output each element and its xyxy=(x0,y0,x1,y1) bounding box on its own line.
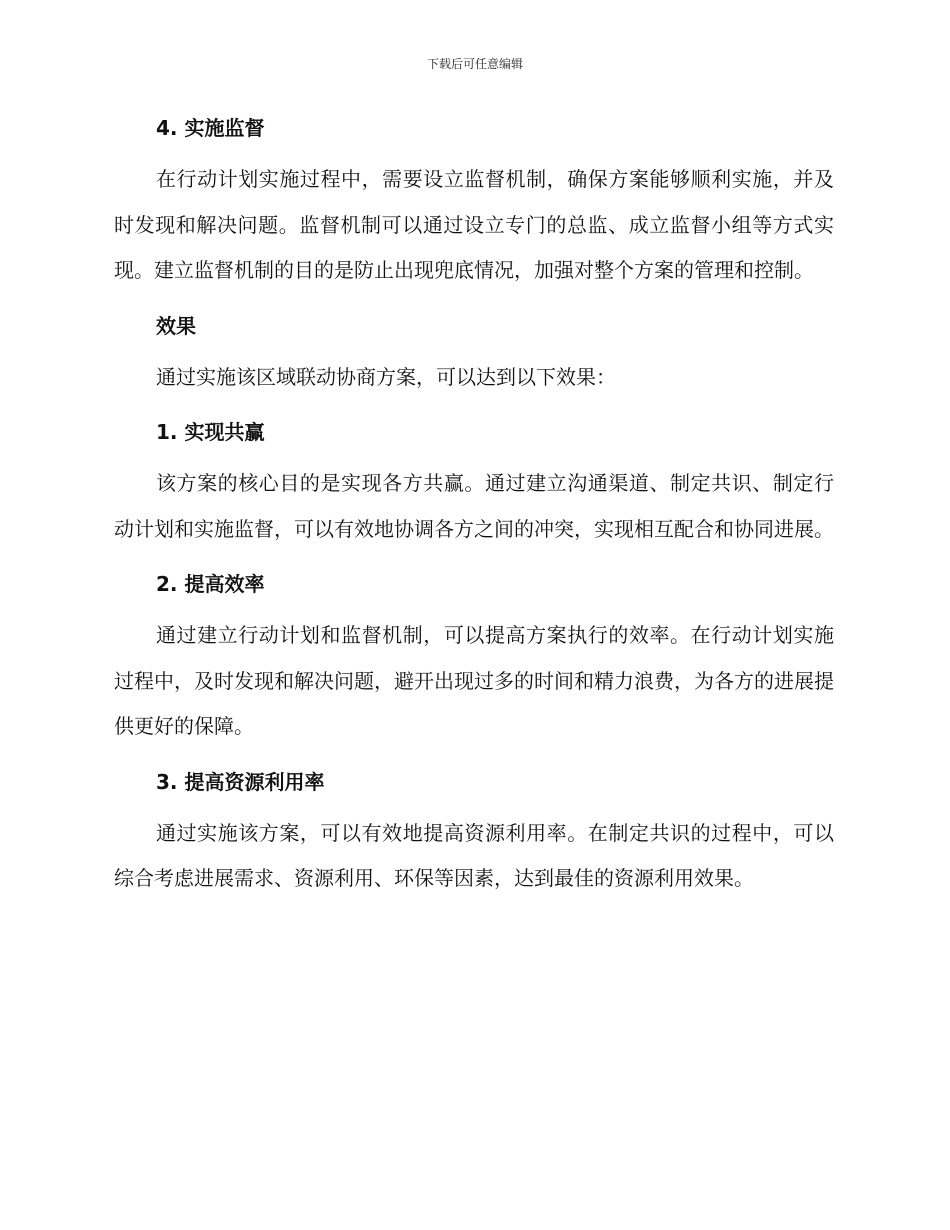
section-heading-win-win: 1. 实现共赢 xyxy=(156,420,265,444)
paragraph-effects-intro: 通过实施该区域联动协商方案，可以达到以下效果： xyxy=(156,364,616,389)
section-heading-implementation-supervision: 4. 实施监督 xyxy=(156,116,265,140)
paragraph-resource-utilization: 通过实施该方案，可以有效地提高资源利用率。在制定共识的过程中，可以综合考虑进展需求、资源利用、环保等因素，达到最佳的资源利用效果。 xyxy=(114,820,834,890)
paragraph-win-win: 该方案的核心目的是实现各方共赢。通过建立沟通渠道、制定共识、制定行动计划和实施监督，可以有效地协调各方之间的冲突，实现相互配合和协同进展。 xyxy=(114,471,834,541)
section-heading-effects: 效果 xyxy=(156,313,196,338)
document-body xyxy=(114,110,834,902)
page-header-note: 下载后可任意编辑 xyxy=(426,57,523,71)
section-heading-efficiency: 2. 提高效率 xyxy=(156,572,265,596)
section-heading-resource-utilization: 3. 提高资源利用率 xyxy=(156,769,325,794)
paragraph-efficiency: 通过建立行动计划和监督机制，可以提高方案执行的效率。在行动计划实施过程中，及时发现和解决问题，避开出现过多的时间和精力浪费，为各方的进展提供更好的保障。 xyxy=(114,623,834,738)
paragraph-implementation-supervision: 在行动计划实施过程中，需要设立监督机制，确保方案能够顺利实施，并及时发现和解决问题。监督机制可以通过设立专门的总监、成立监督小组等方式实现。建立监督机制的目的是防止出现兜底情况，加强对整个方案的管理和控制。 xyxy=(114,167,834,282)
